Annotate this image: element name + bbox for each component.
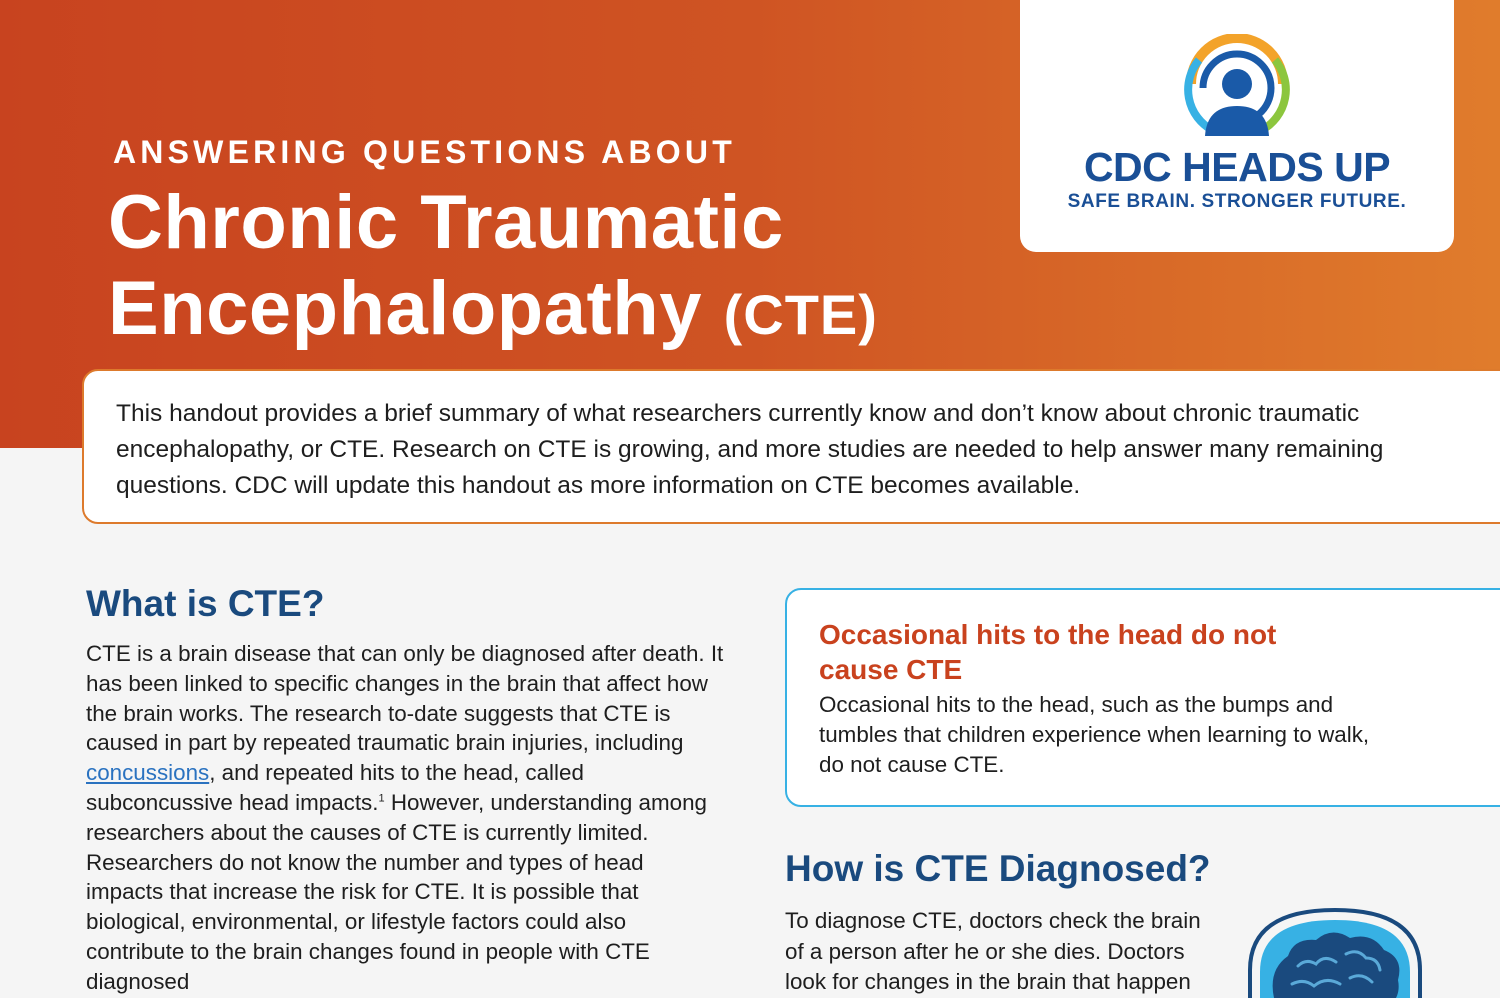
what-is-text-2: , and repeated hits to the head, called subconcussive head impacts. [86, 760, 584, 815]
page-title [108, 180, 878, 358]
callout-text: Occasional hits to the head, such as the bumps and tumbles that children experience when learning to walk, do not cause CTE. [819, 692, 1370, 777]
how-diagnosed-heading: How is CTE Diagnosed? [785, 848, 1211, 889]
what-is-cte-body [86, 639, 726, 997]
concussions-link[interactable]: concussions [86, 760, 210, 786]
logo-name: CDC HEADS UP [1083, 144, 1391, 190]
callout-box [785, 588, 1500, 807]
logo-tagline: SAFE BRAIN. STRONGER FUTURE. [1067, 191, 1407, 212]
header-eyebrow: ANSWERING QUESTIONS ABOUT [113, 134, 736, 170]
logo-head [1222, 69, 1252, 99]
intro-box [82, 369, 1500, 524]
cdc-heads-up-logo [1020, 0, 1454, 252]
what-is-cte-heading: What is CTE? [86, 583, 325, 624]
footnote-reference: 1 [378, 792, 385, 805]
what-is-text-1: CTE is a brain disease that can only be diagnosed after death. It has been linked to specific changes in the brain that affect how the brain works. The research to-date suggests that CTE is caused in part by repeated traumatic brain injuries, including [86, 641, 724, 756]
intro-text: This handout provides a brief summary of what researchers currently know and don’t know about chronic traumatic encephalopathy, or CTE. Research on CTE is growing, and more studies are needed to help answer many remaining questions. CDC will update this handout as more information on CTE becomes available. [116, 400, 1384, 499]
brain-icon [1246, 908, 1424, 998]
title-line-1: Chronic Traumatic [108, 180, 784, 265]
title-line-2: Encephalopathy [108, 266, 702, 351]
heads-up-person-icon [1179, 34, 1295, 138]
what-is-text-3: However, understanding among researchers about the causes of CTE is currently limited. Researchers do not know the number and types of head impacts that increase the risk for CTE. It is possible that biological, environmental, or lifestyle factors could also contribute to the brain changes found in people with CTE diagnosed [86, 789, 707, 994]
callout-title: Occasional hits to the head do not cause CTE [819, 619, 1277, 685]
title-abbreviation: (CTE) [723, 283, 878, 346]
how-diagnosed-body: To diagnose CTE, doctors check the brain of a person after he or she dies. Doctors look for changes in the brain that happen [785, 908, 1201, 994]
